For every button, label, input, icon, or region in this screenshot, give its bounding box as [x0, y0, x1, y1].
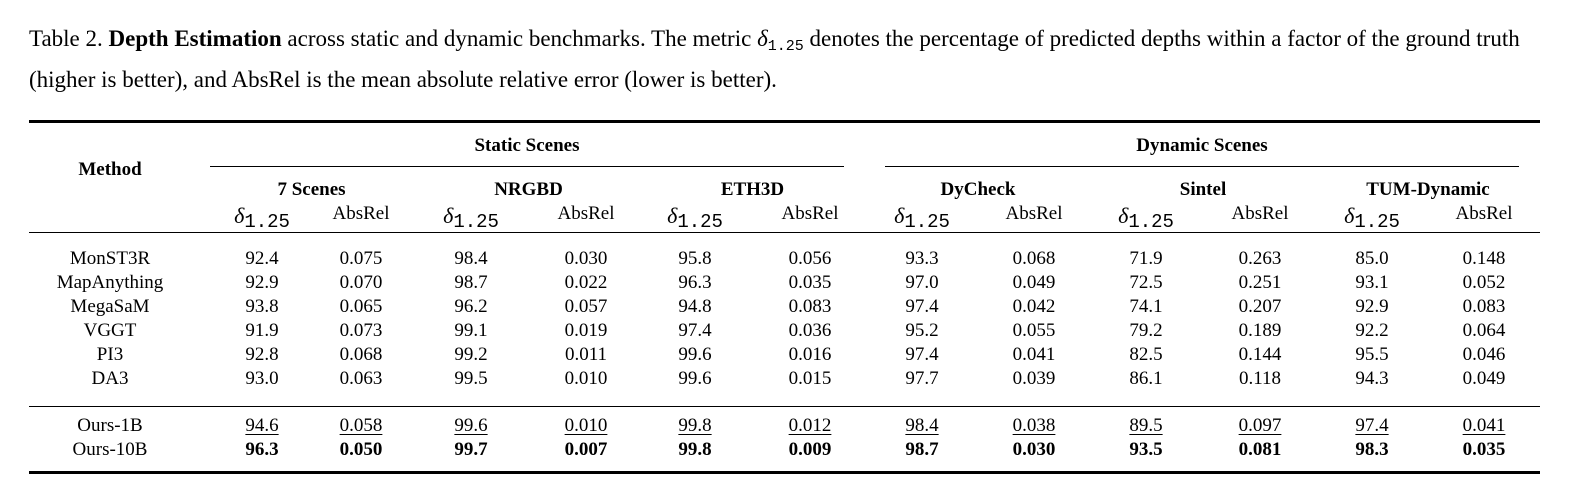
- delta-subscript: 1.25: [1354, 211, 1400, 233]
- table-cell: 0.144: [1238, 344, 1282, 365]
- table-cell: 97.4: [905, 296, 939, 317]
- table-cell: [207, 438, 317, 462]
- table-cell: 99.6: [678, 368, 712, 389]
- table-cell-value: 99.7: [454, 439, 488, 460]
- table-cell: 95.2: [905, 320, 939, 341]
- table-cell: [755, 438, 865, 462]
- metric-header-absrel: AbsRel: [557, 203, 615, 224]
- table-cell: 0.052: [1462, 272, 1506, 293]
- method-header: Method: [78, 159, 142, 180]
- table-cell: 99.2: [454, 344, 488, 365]
- table-row-method: Ours-1B: [77, 415, 143, 436]
- table-cell: [979, 438, 1089, 462]
- table-cell: 71.9: [1129, 248, 1163, 269]
- table-cell: 85.0: [1355, 248, 1389, 269]
- delta-symbol: δ: [667, 203, 678, 228]
- table-cell-value: 0.009: [788, 439, 832, 460]
- table-cell: [531, 438, 641, 462]
- table-cell: 0.207: [1238, 296, 1282, 317]
- table-cell: 0.068: [1012, 248, 1056, 269]
- metric-header-absrel: AbsRel: [332, 203, 390, 224]
- table-cell: 99.6: [678, 344, 712, 365]
- table-cell-value: 93.5: [1129, 439, 1163, 460]
- table-cell: [867, 414, 977, 438]
- table-cell: 0.068: [339, 344, 383, 365]
- table-cell: [306, 414, 416, 438]
- table-cell: 93.8: [245, 296, 279, 317]
- table-cell: [1429, 414, 1539, 438]
- delta-subscript: 1.25: [244, 211, 290, 233]
- table-cell: 74.1: [1129, 296, 1163, 317]
- caption-title: Depth Estimation: [108, 26, 282, 51]
- table-cell-value: 0.010: [564, 415, 608, 436]
- metric-header-delta: [416, 204, 526, 234]
- table-cell: 93.0: [245, 368, 279, 389]
- table-cell: 0.056: [788, 248, 832, 269]
- table-cell: 86.1: [1129, 368, 1163, 389]
- table-cell: 0.251: [1238, 272, 1282, 293]
- dataset-header: ETH3D: [720, 179, 785, 200]
- table-cell: 98.4: [454, 248, 488, 269]
- table-cell: 0.083: [788, 296, 832, 317]
- table-cell-value: 99.8: [678, 415, 712, 436]
- table-cell-value: 89.5: [1129, 415, 1163, 436]
- table-cell: 92.4: [245, 248, 279, 269]
- metric-header-delta: [1317, 204, 1427, 234]
- table-cell: 0.015: [788, 368, 832, 389]
- table-cell-value: 0.038: [1012, 415, 1056, 436]
- table-cell: [1205, 414, 1315, 438]
- table-cell: 0.063: [339, 368, 383, 389]
- table-cell: 0.118: [1238, 368, 1282, 389]
- table-cell: 0.263: [1238, 248, 1282, 269]
- table-cell: 0.041: [1012, 344, 1056, 365]
- table-cell: [755, 414, 865, 438]
- table-cell: 0.016: [788, 344, 832, 365]
- table-cell: 0.070: [339, 272, 383, 293]
- table-cell: 0.010: [564, 368, 608, 389]
- table-cell: [1205, 438, 1315, 462]
- dataset-header: Sintel: [1179, 179, 1227, 200]
- table-cell: 92.2: [1355, 320, 1389, 341]
- table-row-method: PI3: [96, 344, 124, 365]
- table-cell: 0.011: [564, 344, 608, 365]
- delta-symbol: δ: [1344, 203, 1355, 228]
- table-cell: 92.9: [1355, 296, 1389, 317]
- table-cell: 0.073: [339, 320, 383, 341]
- table-cell-value: 0.050: [339, 439, 383, 460]
- table-row-method: Ours-10B: [72, 439, 148, 460]
- table-cell: 96.3: [678, 272, 712, 293]
- table-cell-value: 98.3: [1355, 439, 1389, 460]
- table-cell: 93.1: [1355, 272, 1389, 293]
- table-cell: [979, 414, 1089, 438]
- caption-label: Table 2.: [29, 26, 103, 51]
- metric-header-delta: [867, 204, 977, 234]
- table-cell: 0.075: [339, 248, 383, 269]
- table-cell-value: 0.041: [1462, 415, 1506, 436]
- table-cell: 79.2: [1129, 320, 1163, 341]
- delta-subscript: 1.25: [904, 211, 950, 233]
- dynamic-group-rule: [885, 166, 1519, 167]
- table-row-method: DA3: [91, 368, 129, 389]
- table-cell: 94.8: [678, 296, 712, 317]
- table-cell: [306, 438, 416, 462]
- table-cell: 99.1: [454, 320, 488, 341]
- delta-symbol: δ: [234, 203, 245, 228]
- table-cell: 99.5: [454, 368, 488, 389]
- table-cell: [416, 414, 526, 438]
- metric-header-absrel: AbsRel: [1455, 203, 1513, 224]
- table-cell: 0.065: [339, 296, 383, 317]
- table-cell: [531, 414, 641, 438]
- table-cell: 97.7: [905, 368, 939, 389]
- metric-header-absrel: AbsRel: [1231, 203, 1289, 224]
- metric-header-absrel: AbsRel: [1005, 203, 1063, 224]
- delta-subscript: 1.25: [453, 211, 499, 233]
- dataset-header: NRGBD: [494, 179, 563, 200]
- table-cell: [1317, 438, 1427, 462]
- static-group-rule: [210, 166, 844, 167]
- table-cell: [416, 438, 526, 462]
- table-cell: 97.4: [905, 344, 939, 365]
- table-cell-value: 0.007: [564, 439, 608, 460]
- table-cell: [640, 414, 750, 438]
- table-cell-value: 0.030: [1012, 439, 1056, 460]
- table-row-method: MegaSaM: [70, 296, 150, 317]
- top-rule: [29, 120, 1540, 123]
- table-cell-value: 0.097: [1238, 415, 1282, 436]
- caption-text-2: denotes the percentage of predicted depths within a factor of the ground truth (higher is better), and AbsRel is the mean absolute relative error (lower is better).: [29, 26, 1520, 92]
- table-cell: [1091, 438, 1201, 462]
- table-cell: 96.2: [454, 296, 488, 317]
- table-cell-value: 0.035: [1462, 439, 1506, 460]
- caption-text-1: across static and dynamic benchmarks. The metric: [287, 26, 752, 51]
- table-cell: 92.8: [245, 344, 279, 365]
- metric-header-absrel: AbsRel: [781, 203, 839, 224]
- metric-header-delta: [1091, 204, 1201, 234]
- caption-delta-symbol: δ: [757, 26, 768, 51]
- delta-subscript: 1.25: [677, 211, 723, 233]
- table-cell: 98.7: [454, 272, 488, 293]
- table-cell-value: 98.4: [905, 415, 939, 436]
- dataset-header: DyCheck: [940, 179, 1016, 200]
- delta-symbol: δ: [1118, 203, 1129, 228]
- metric-header-delta: [640, 204, 750, 234]
- table-cell: 0.083: [1462, 296, 1506, 317]
- table-cell-value: 97.4: [1355, 415, 1389, 436]
- group-header-dynamic: Dynamic Scenes: [1136, 135, 1268, 156]
- table-cell-value: 0.081: [1238, 439, 1282, 460]
- table-cell-value: 99.8: [678, 439, 712, 460]
- delta-symbol: δ: [894, 203, 905, 228]
- table-cell: [1429, 438, 1539, 462]
- table-cell: [640, 438, 750, 462]
- table-cell: 97.0: [905, 272, 939, 293]
- table-cell: 97.4: [678, 320, 712, 341]
- table-row-method: MapAnything: [56, 272, 164, 293]
- table-cell-value: 96.3: [245, 439, 279, 460]
- table-cell-value: 0.012: [788, 415, 832, 436]
- table-cell: 0.022: [564, 272, 608, 293]
- table-cell: [1317, 414, 1427, 438]
- table-cell: 0.046: [1462, 344, 1506, 365]
- table-cell: 0.049: [1462, 368, 1506, 389]
- caption-delta-sub: 1.25: [767, 38, 804, 55]
- table-cell: 0.057: [564, 296, 608, 317]
- table-row-method: MonST3R: [69, 248, 151, 269]
- table-caption: [29, 22, 1541, 96]
- table-cell: 0.049: [1012, 272, 1056, 293]
- table-cell: 72.5: [1129, 272, 1163, 293]
- table-cell-value: 99.6: [454, 415, 488, 436]
- table-cell: [867, 438, 977, 462]
- table-cell: 0.042: [1012, 296, 1056, 317]
- table-cell: 0.036: [788, 320, 832, 341]
- table-cell: 0.030: [564, 248, 608, 269]
- table-cell-value: 98.7: [905, 439, 939, 460]
- table-cell: 94.3: [1355, 368, 1389, 389]
- table-cell: 0.189: [1238, 320, 1282, 341]
- delta-symbol: δ: [443, 203, 454, 228]
- table-row-method: VGGT: [83, 320, 137, 341]
- table-cell: 95.5: [1355, 344, 1389, 365]
- metric-header-delta: [207, 204, 317, 234]
- ours-separator-rule: [29, 406, 1540, 407]
- table-cell: 95.8: [678, 248, 712, 269]
- table-cell-value: 94.6: [245, 415, 279, 436]
- table-cell: 82.5: [1129, 344, 1163, 365]
- dataset-header: 7 Scenes: [277, 179, 346, 200]
- table-cell: 92.9: [245, 272, 279, 293]
- delta-subscript: 1.25: [1128, 211, 1174, 233]
- table-cell: [207, 414, 317, 438]
- table-cell: 93.3: [905, 248, 939, 269]
- table-cell: 0.039: [1012, 368, 1056, 389]
- table-cell: 0.064: [1462, 320, 1506, 341]
- bottom-rule: [29, 471, 1540, 474]
- dataset-header: TUM-Dynamic: [1366, 179, 1490, 200]
- table-cell: [1091, 414, 1201, 438]
- table-cell: 0.019: [564, 320, 608, 341]
- table-cell: 91.9: [245, 320, 279, 341]
- table-cell: 0.055: [1012, 320, 1056, 341]
- table-cell: 0.035: [788, 272, 832, 293]
- table-cell: 0.148: [1462, 248, 1506, 269]
- table-cell-value: 0.058: [339, 415, 383, 436]
- group-header-static: Static Scenes: [474, 135, 580, 156]
